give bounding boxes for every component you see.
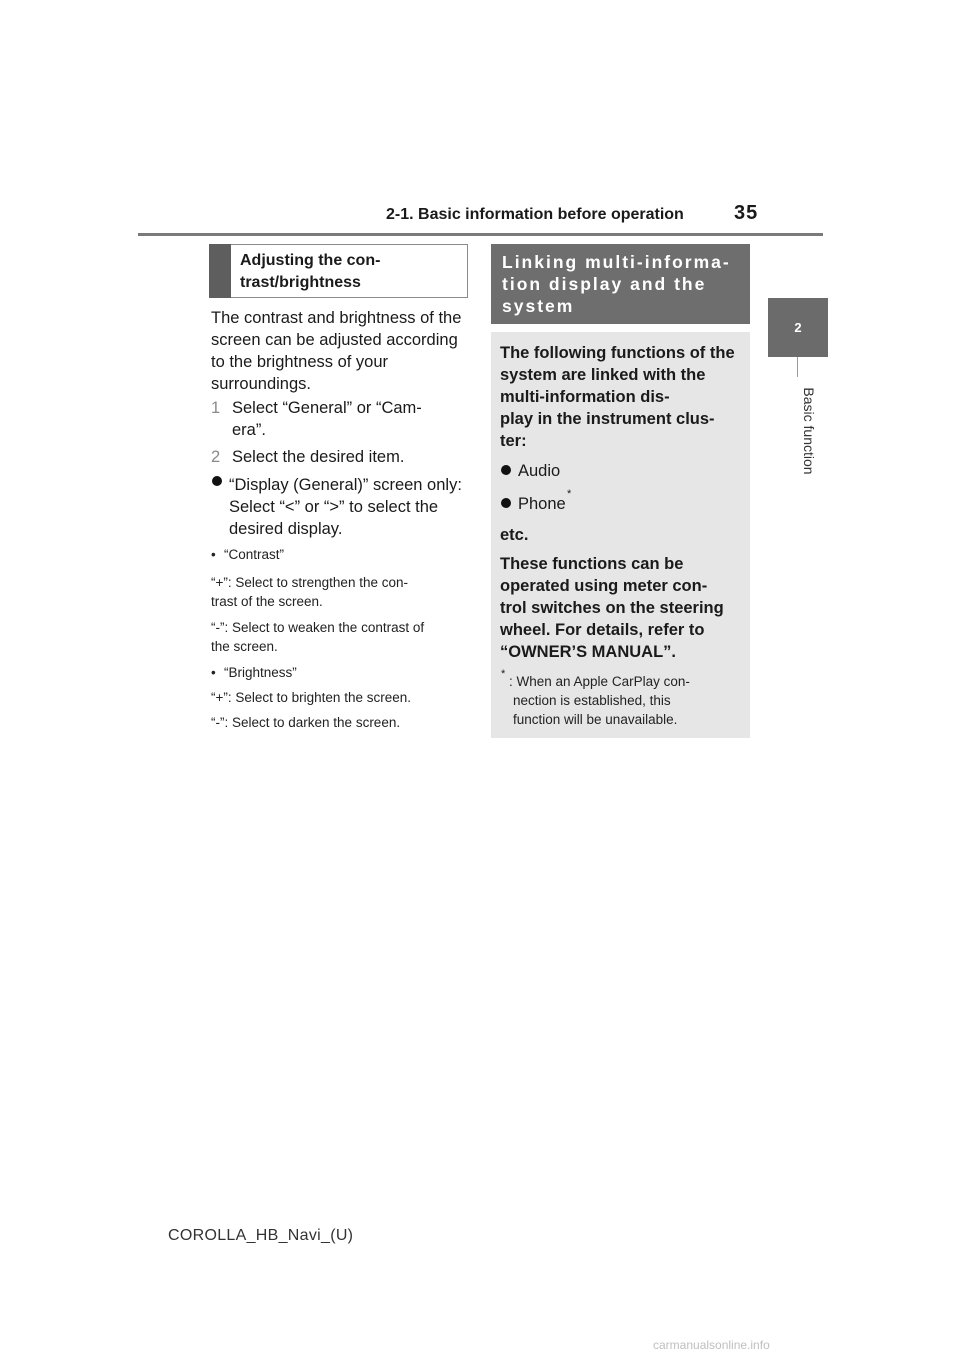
section-title: 2-1. Basic information before operation <box>386 206 684 223</box>
sub-item: “+”: Select to brighten the screen. <box>211 690 411 705</box>
bullet-icon <box>501 498 511 508</box>
model-footer: COROLLA_HB_Navi_(U) <box>168 1227 354 1244</box>
footnote-text: nection is established, this function will be unavailable. <box>513 693 678 727</box>
sub-item: “Brightness” <box>224 665 297 680</box>
step-number: 2 <box>211 448 221 466</box>
footnote-marker: * <box>501 668 506 680</box>
watermark: carmanualsonline.info <box>653 1338 770 1352</box>
bullet-icon <box>501 465 511 475</box>
intro-paragraph: The contrast and brightness of the screen can be adjusted according to the brightness of your surroundings. <box>211 309 462 393</box>
section-heading: Linking multi-informa- tion display and the system <box>502 252 731 316</box>
bullet-icon <box>212 476 222 486</box>
sub-item: “-”: Select to weaken the contrast of the screen. <box>211 620 425 654</box>
page-number: 35 <box>734 202 759 224</box>
sub-item: “-”: Select to darken the screen. <box>211 715 401 730</box>
bullet-text: “Display (General)” screen only: Select “<” or “>” to select the desired display. <box>229 476 462 538</box>
footnote-text: : When an Apple CarPlay con- <box>509 674 690 689</box>
step-text: Select the desired item. <box>232 448 405 466</box>
panel-bullet: Phone <box>518 495 566 513</box>
footnote-marker: * <box>567 488 572 500</box>
chapter-tab-number: 2 <box>794 320 802 335</box>
section-heading-bar <box>209 244 231 298</box>
panel-bullet: Audio <box>518 462 561 480</box>
chapter-tab-label: Basic function <box>801 387 817 475</box>
sub-bullet-icon: • <box>211 665 216 680</box>
step-text: Select “General” or “Cam- era”. <box>232 399 422 439</box>
chapter-tab-divider <box>797 357 798 377</box>
sub-bullet-icon: • <box>211 547 216 562</box>
sub-item: “+”: Select to strengthen the con- trast of the screen. <box>211 575 408 609</box>
panel-etc: etc. <box>500 526 529 544</box>
sub-item: “Contrast” <box>224 547 285 562</box>
header-rule <box>138 233 823 236</box>
panel-body: These functions can be operated using meter con- trol switches on the steering wheel. For details, refer to “OWNER’S MANUAL”. <box>500 555 724 661</box>
step-number: 1 <box>211 399 221 417</box>
section-heading: Adjusting the con- trast/brightness <box>240 252 381 291</box>
panel-intro: The following functions of the system are linked with the multi-information dis- play in the instrument clus- ter: <box>500 344 735 450</box>
